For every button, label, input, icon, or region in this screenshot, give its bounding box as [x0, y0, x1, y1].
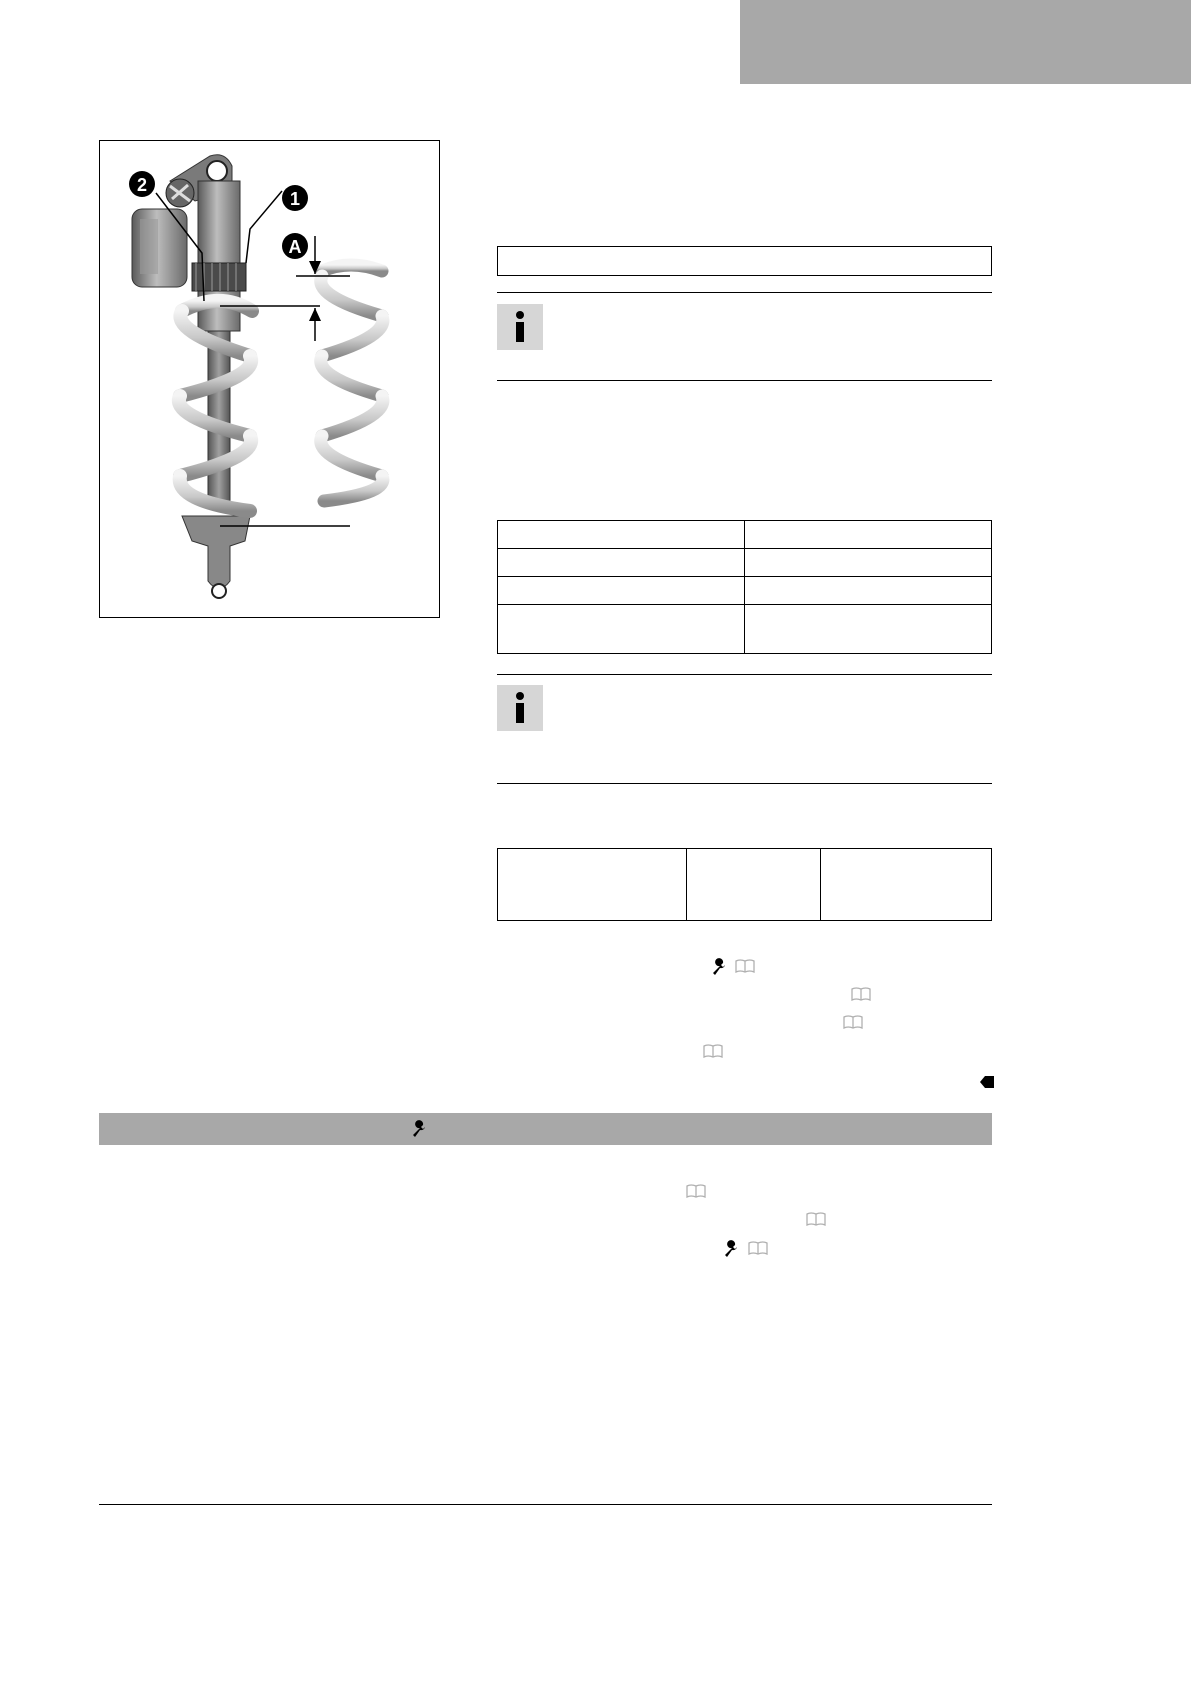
footer-rule — [99, 1504, 992, 1505]
manual-book-icon[interactable] — [703, 1043, 723, 1064]
callout-1-label: 1 — [289, 189, 301, 209]
callout-2-label: 2 — [136, 175, 148, 195]
table-cell — [745, 605, 992, 654]
info-icon — [497, 685, 543, 731]
chapter-header-tab — [740, 0, 1191, 84]
table-cell — [498, 577, 745, 605]
table-cell — [821, 849, 992, 921]
manual-book-icon[interactable] — [686, 1183, 706, 1204]
manual-book-icon[interactable] — [843, 1014, 863, 1035]
table-row — [498, 577, 992, 605]
info-note-bottom-rule — [497, 783, 992, 784]
wrench-icon — [722, 1240, 740, 1263]
info-note-top-rule — [497, 292, 992, 293]
table-cell — [745, 521, 992, 549]
spec-table — [497, 520, 992, 654]
value-table — [497, 848, 992, 921]
wrench-icon — [710, 958, 728, 981]
shock-absorber-figure — [99, 140, 440, 618]
table-cell — [687, 849, 821, 921]
info-note-top-rule — [497, 674, 992, 675]
table-row — [498, 549, 992, 577]
manual-book-icon[interactable] — [735, 958, 755, 979]
manual-book-icon[interactable] — [806, 1211, 826, 1232]
table-row — [498, 849, 992, 921]
table-cell — [745, 549, 992, 577]
table-cell — [498, 849, 687, 921]
info-icon — [497, 304, 543, 350]
table-cell — [745, 577, 992, 605]
spec-box — [497, 246, 992, 276]
table-row — [498, 605, 992, 654]
shock-absorber-illustration — [100, 141, 440, 618]
manual-book-icon[interactable] — [748, 1240, 768, 1261]
table-row — [498, 521, 992, 549]
manual-book-icon[interactable] — [851, 986, 871, 1007]
table-cell — [498, 521, 745, 549]
wrench-icon — [410, 1120, 428, 1143]
table-cell — [498, 605, 745, 654]
end-of-section-icon — [980, 1075, 994, 1093]
section-heading-bar — [99, 1113, 992, 1145]
callout-a-label: A — [288, 237, 302, 257]
info-note-bottom-rule — [497, 380, 992, 381]
table-cell — [498, 549, 745, 577]
